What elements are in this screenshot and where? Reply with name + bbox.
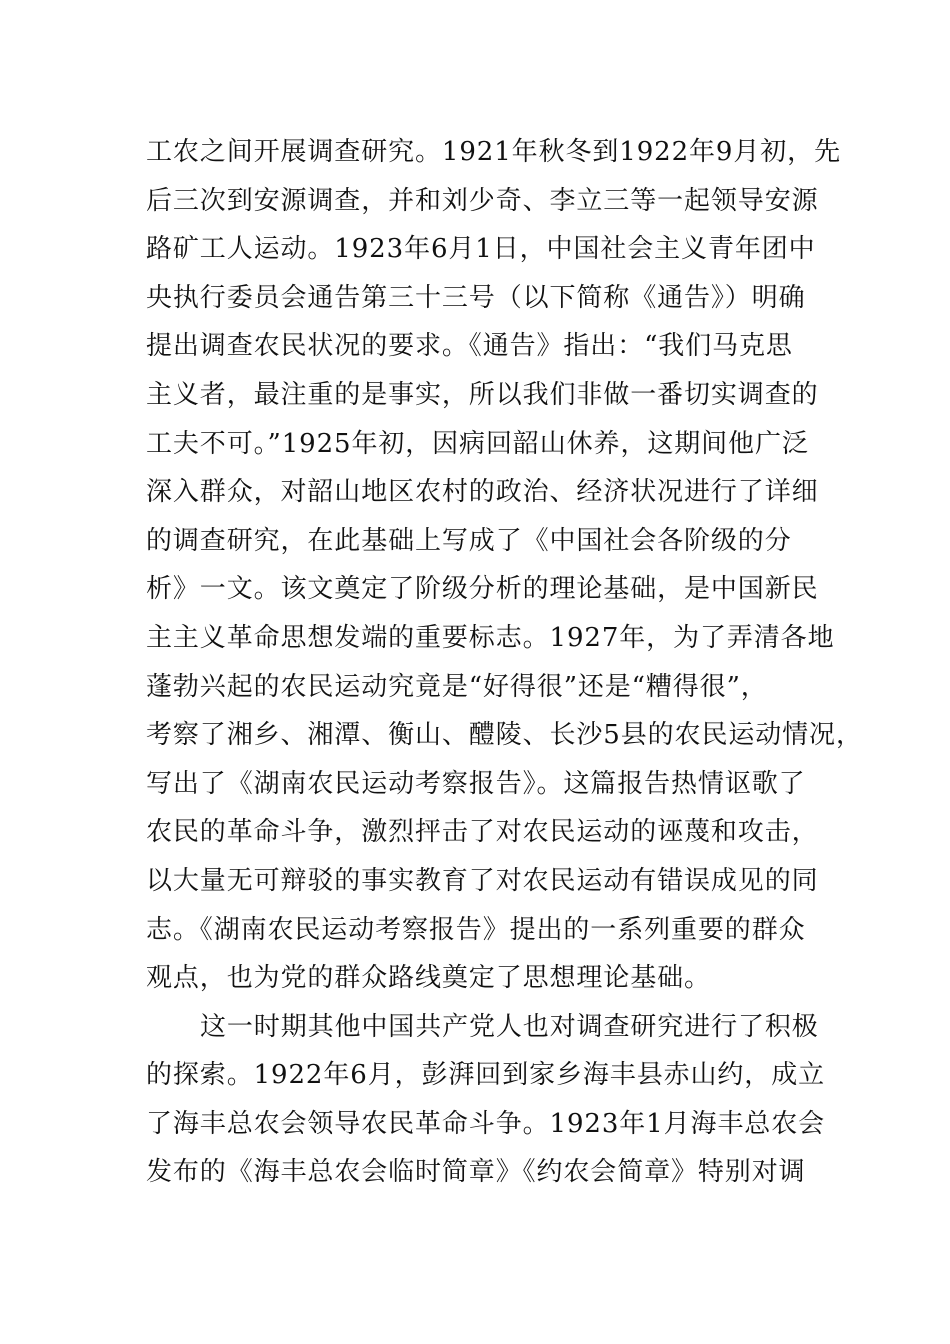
text-line: 的探索。1922年6月，彭湃回到家乡海丰县赤山约，成立 xyxy=(146,1060,826,1091)
text-line: 深入群众，对韶山地区农村的政治、经济状况进行了详细 xyxy=(146,477,819,508)
text-line: 主义者，最注重的是事实，所以我们非做一番切实调查的 xyxy=(146,379,819,410)
body-text xyxy=(146,128,863,1197)
text-line: 主主义革命思想发端的重要标志。1927年，为了弄清各地 xyxy=(146,622,835,653)
text-line: 农民的革命斗争，激烈抨击了对农民运动的诬蔑和攻击， xyxy=(146,817,819,848)
text-line: 工夫不可。”1925年初，因病回韶山休养，这期间他广泛 xyxy=(146,428,809,459)
text-line: 蓬勃兴起的农民运动究竟是“好得很”还是“糟得很”， xyxy=(146,671,768,702)
text-line: 观点，也为党的群众路线奠定了思想理论基础。 xyxy=(146,963,711,994)
text-line: 路矿工人运动。1923年6月1日，中国社会主义青年团中 xyxy=(146,234,816,265)
text-line: 了海丰总农会领导农民革命斗争。1923年1月海丰总农会 xyxy=(146,1108,826,1139)
text-line: 的调查研究，在此基础上写成了《中国社会各阶级的分 xyxy=(146,525,792,556)
text-line: 析》一文。该文奠定了阶级分析的理论基础，是中国新民 xyxy=(146,574,819,605)
text-line: 这一时期其他中国共产党人也对调查研究进行了积极 xyxy=(200,1011,819,1042)
text-line: 以大量无可辩驳的事实教育了对农民运动有错误成见的同 xyxy=(146,865,819,896)
text-line: 发布的《海丰总农会临时简章》《约农会简章》特别对调 xyxy=(146,1157,806,1188)
text-line: 写出了《湖南农民运动考察报告》。这篇报告热情讴歌了 xyxy=(146,768,806,799)
text-line: 工农之间开展调查研究。1921年秋冬到1922年9月初，先 xyxy=(146,137,841,167)
text-line: 后三次到安源调查，并和刘少奇、李立三等一起领导安源 xyxy=(146,185,819,216)
text-line: 提出调查农民状况的要求。《通告》指出：“我们马克思 xyxy=(146,331,793,362)
text-line: 央执行委员会通告第三十三号（以下简称《通告》）明确 xyxy=(146,282,806,313)
text-line: 考察了湘乡、湘潭、衡山、醴陵、长沙5县的农民运动情况， xyxy=(146,720,863,751)
text-line: 志。《湖南农民运动考察报告》提出的一系列重要的群众 xyxy=(146,914,806,945)
